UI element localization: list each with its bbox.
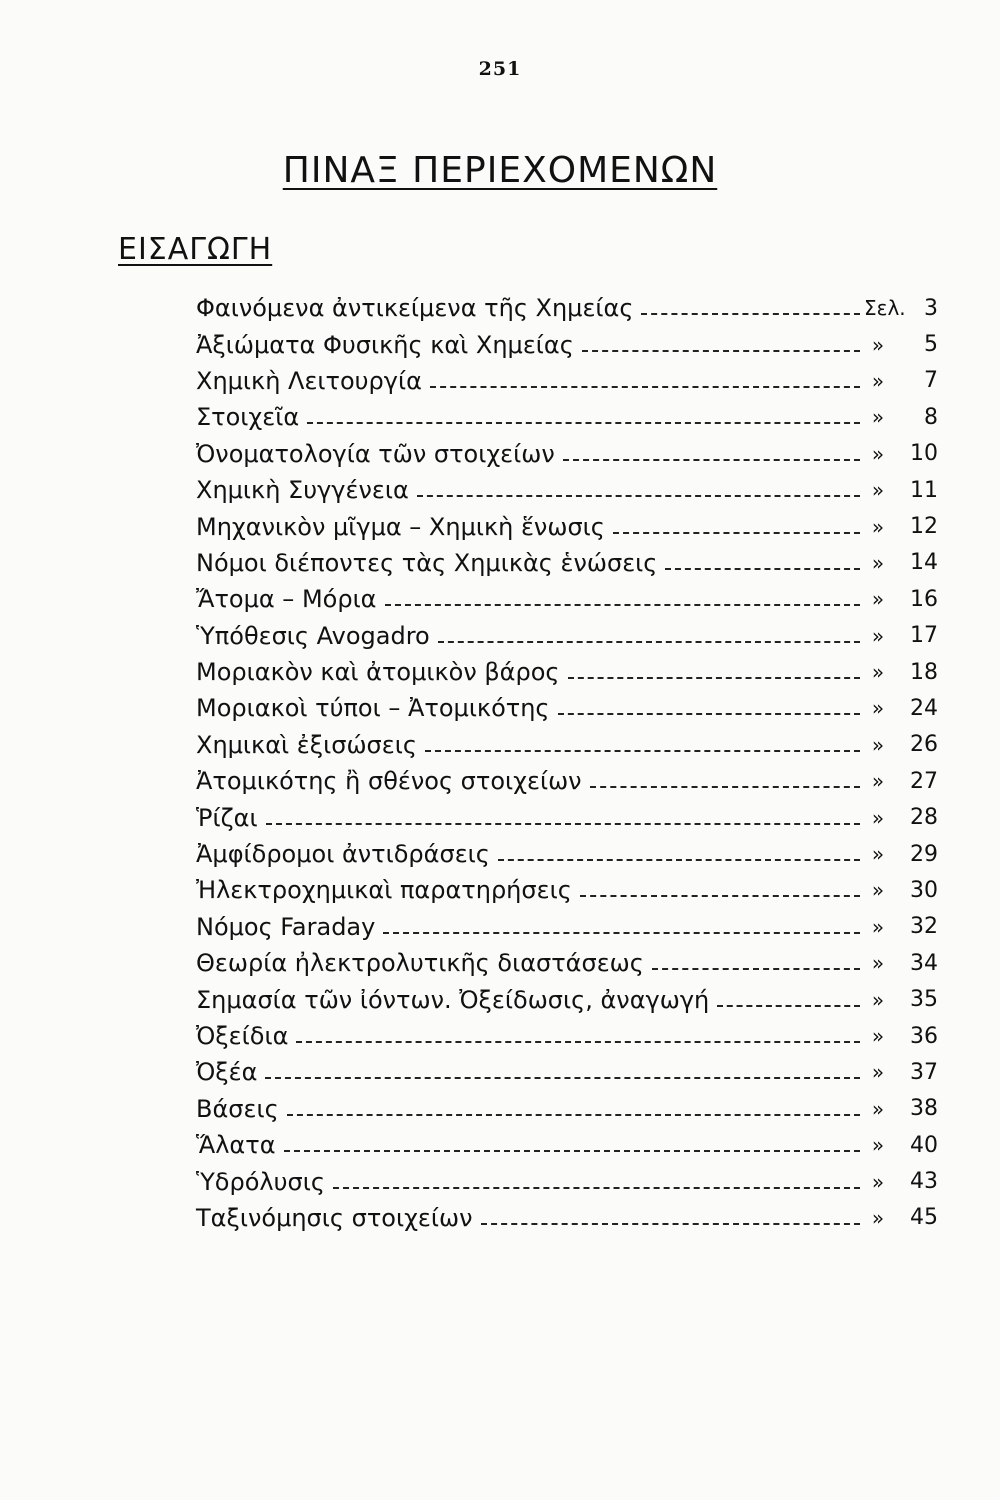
toc-entry: [196, 690, 938, 726]
dot-leader: [417, 495, 860, 497]
toc-entry-ditto: »: [871, 332, 885, 357]
dot-leader: [265, 1077, 860, 1079]
page-title-text: ΠΙΝΑΞ ΠΕΡΙΕΧΟΜΕΝΩΝ: [282, 150, 718, 191]
toc-entry-title: Βάσεις: [196, 1094, 279, 1123]
toc-entry-title: Χημικὴ Συγγένεια: [196, 476, 409, 505]
toc-entry-page: 35: [910, 987, 938, 1013]
toc-entry-ditto: Σελ.: [864, 296, 906, 321]
toc-entry-page: 36: [910, 1023, 938, 1049]
toc-entry: [196, 1200, 938, 1236]
toc-entry-page: 16: [910, 586, 938, 612]
toc-entry-page: 11: [910, 477, 938, 503]
toc-entry-page: 32: [910, 914, 938, 940]
toc-entry-title: Νόμοι διέποντες τὰς Χημικὰς ἑνώσεις: [196, 548, 658, 577]
dot-leader: [284, 1150, 860, 1152]
toc-entry-title: Ἀτομικότης ἢ σθένος στοιχείων: [196, 767, 582, 796]
toc-entry-ditto: »: [871, 1133, 885, 1158]
toc-entry: [196, 472, 938, 508]
toc-entry: [196, 1018, 938, 1054]
toc-entry-title: Ἄτομα – Μόρια: [196, 585, 377, 614]
toc-entry: [196, 763, 938, 799]
toc-entry: [196, 1091, 938, 1127]
toc-entry-page: 17: [910, 623, 938, 649]
toc-entry-page: 28: [910, 805, 938, 831]
toc-entry-page: 8: [924, 404, 938, 430]
toc-entry-title: Ἠλεκτροχημικαὶ παρατηρήσεις: [196, 876, 572, 905]
toc-entry-ditto: »: [871, 550, 885, 575]
toc-entry-title: Ἀξιώματα Φυσικῆς καὶ Χημείας: [196, 330, 574, 359]
toc-entry: [196, 1163, 938, 1199]
dot-leader: [383, 932, 860, 934]
dot-leader: [333, 1187, 860, 1189]
toc-entry-title: Ἅλατα: [196, 1131, 276, 1160]
toc-entry-page: 27: [910, 768, 938, 794]
toc-entry: [196, 399, 938, 435]
toc-entry-title: Ὀνοματολογία τῶν στοιχείων: [196, 439, 555, 468]
toc-entry-ditto: »: [871, 587, 885, 612]
toc-entry: [196, 836, 938, 872]
toc-entry-page: 5: [924, 332, 938, 358]
toc-entry: [196, 618, 938, 654]
toc-entry-title: Νόμος Faraday: [196, 912, 376, 941]
toc-entry-title: Ταξινόμησις στοιχείων: [196, 1203, 473, 1232]
dot-leader: [590, 786, 860, 788]
toc-entry-title: Μηχανικὸν μῖγμα – Χημικὴ ἕνωσις: [196, 512, 605, 541]
toc-entry: [196, 581, 938, 617]
toc-entry-page: 30: [910, 877, 938, 903]
toc-entry-ditto: »: [871, 441, 885, 466]
dot-leader: [430, 386, 860, 388]
toc-entry-ditto: »: [871, 405, 885, 430]
toc-entry: [196, 363, 938, 399]
dot-leader: [385, 604, 860, 606]
toc-entry-ditto: »: [871, 1205, 885, 1230]
toc-entry-ditto: »: [871, 805, 885, 830]
toc-entry: [196, 727, 938, 763]
toc-entry-page: 26: [910, 732, 938, 758]
dot-leader: [307, 422, 860, 424]
toc-entry-page: 34: [910, 950, 938, 976]
toc-entry-title: Σημασία τῶν ἰόντων. Ὀξείδωσις, ἀναγωγή: [196, 985, 710, 1014]
toc-entry-title: Στοιχεῖα: [196, 403, 300, 432]
dot-leader: [481, 1223, 860, 1225]
toc-entry-page: 7: [924, 368, 938, 394]
dot-leader: [665, 568, 860, 570]
toc-entry: [196, 436, 938, 472]
toc-entry-title: Ὑδρόλυσις: [196, 1167, 325, 1196]
toc-entry-ditto: »: [871, 623, 885, 648]
toc-entry-page: 3: [924, 295, 938, 321]
toc-entry-title: Ὑπόθεσις Avogadro: [196, 621, 430, 650]
toc-entry: [196, 872, 938, 908]
toc-entry-ditto: »: [871, 368, 885, 393]
toc-entry: [196, 945, 938, 981]
toc-entry-title: Ὀξέα: [196, 1058, 258, 1087]
dot-leader: [580, 895, 860, 897]
toc-entry-page: 43: [910, 1169, 938, 1195]
dot-leader: [641, 313, 860, 315]
toc-entry-ditto: »: [871, 732, 885, 757]
toc-entry-page: 45: [910, 1205, 938, 1231]
toc-entry-page: 14: [910, 550, 938, 576]
dot-leader: [717, 1005, 860, 1007]
dot-leader: [287, 1114, 860, 1116]
toc-entry-title: Φαινόμενα ἀντικείμενα τῆς Χημείας: [196, 294, 634, 323]
toc-entry-page: 38: [910, 1096, 938, 1122]
toc-entry-ditto: »: [871, 951, 885, 976]
dot-leader: [582, 350, 860, 352]
page-title: [0, 150, 1000, 191]
toc-entry-title: Μοριακοὶ τύποι – Ἀτομικότης: [196, 694, 550, 723]
toc-entry-ditto: »: [871, 1096, 885, 1121]
toc-entry-ditto: »: [871, 842, 885, 867]
dot-leader: [563, 459, 860, 461]
toc-entry-title: Χημικαὶ ἐξισώσεις: [196, 730, 417, 759]
dot-leader: [558, 713, 860, 715]
toc-entry-page: 37: [910, 1059, 938, 1085]
toc-entry-ditto: »: [871, 878, 885, 903]
toc-entry-title: Μοριακὸν καὶ ἀτομικὸν βάρος: [196, 658, 560, 687]
toc-entry-ditto: »: [871, 514, 885, 539]
toc-entry-page: 12: [910, 514, 938, 540]
page-number: 251: [478, 58, 522, 80]
dot-leader: [613, 532, 860, 534]
toc-entry-page: 24: [910, 695, 938, 721]
toc-entry-ditto: »: [871, 1169, 885, 1194]
toc-entry-ditto: »: [871, 769, 885, 794]
dot-leader: [438, 641, 860, 643]
toc-entry-title: Ὀξείδια: [196, 1022, 289, 1050]
toc-entry-page: 29: [910, 841, 938, 867]
toc-entry-page: 18: [910, 659, 938, 685]
dot-leader: [652, 968, 860, 970]
toc-entry: [196, 508, 938, 544]
toc-entry-title: Ῥίζαι: [196, 803, 258, 832]
dot-leader: [568, 677, 861, 679]
toc-entry: [196, 290, 938, 326]
toc-entry: [196, 909, 938, 945]
toc-entry-title: Χημικὴ Λειτουργία: [196, 366, 422, 395]
toc-entry-ditto: »: [871, 914, 885, 939]
toc-entry: [196, 981, 938, 1017]
dot-leader: [425, 750, 860, 752]
toc-entry-ditto: »: [871, 1060, 885, 1085]
toc-entry-ditto: »: [871, 660, 885, 685]
toc-entry: [196, 654, 938, 690]
toc-entry-ditto: »: [871, 1024, 885, 1048]
toc-entry: [196, 545, 938, 581]
toc-entry-title: Θεωρία ἠλεκτρολυτικῆς διαστάσεως: [196, 949, 644, 978]
toc-entry: [196, 1127, 938, 1163]
table-of-contents: [196, 290, 938, 1236]
toc-entry: [196, 1054, 938, 1090]
toc-entry: [196, 326, 938, 362]
toc-entry-ditto: »: [871, 987, 885, 1012]
toc-entry: [196, 799, 938, 835]
toc-entry-page: 10: [910, 441, 938, 467]
dot-leader: [296, 1041, 860, 1043]
dot-leader: [266, 823, 860, 825]
toc-entry-title: Ἀμφίδρομοι ἀντιδράσεις: [196, 840, 490, 869]
section-heading: ΕΙΣΑΓΩΓΗ: [118, 232, 273, 267]
toc-entry-page: 40: [910, 1132, 938, 1158]
toc-entry-ditto: »: [871, 696, 885, 721]
dot-leader: [498, 859, 860, 861]
toc-entry-ditto: »: [871, 478, 885, 503]
